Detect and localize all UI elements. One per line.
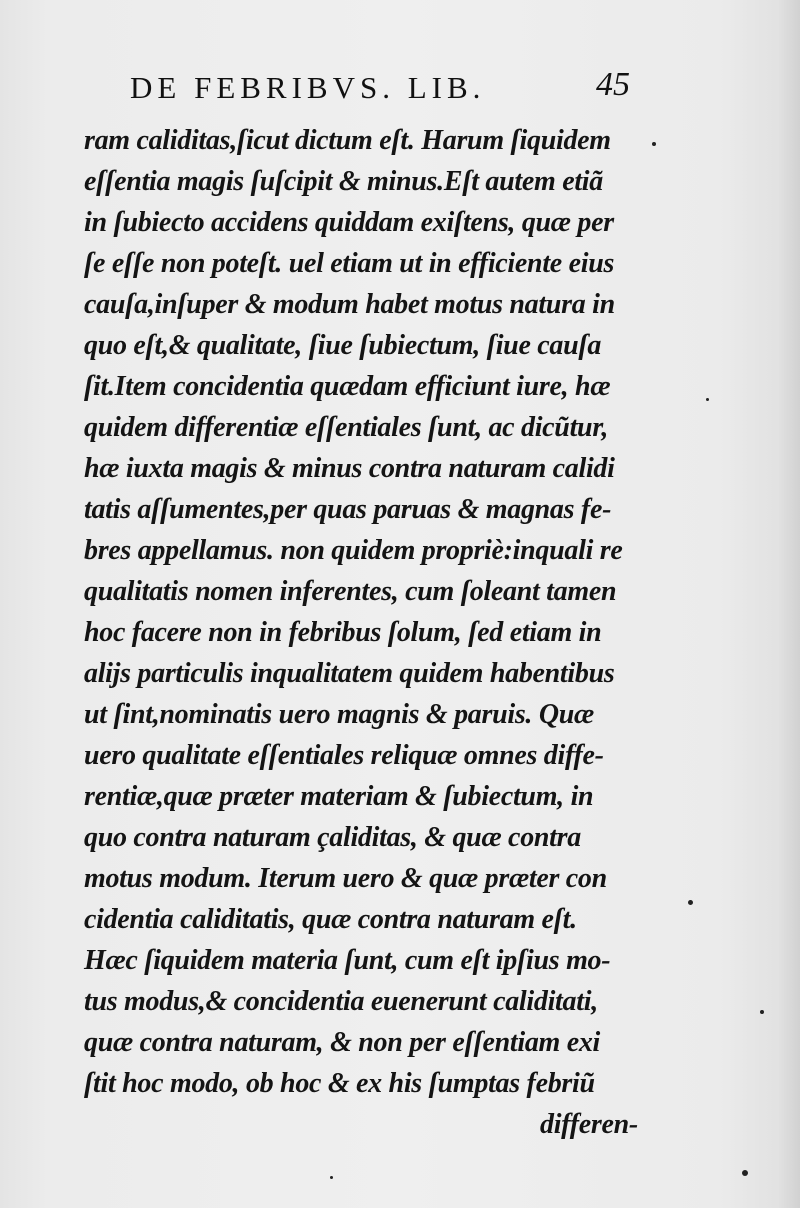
text-line: quæ contra naturam, & non per eſſentiam exi — [84, 1027, 601, 1058]
text-line: uero qualitate eſſentiales reliquæ omnes diffe- — [84, 740, 604, 771]
text-line: ut ſint,nominatis uero magnis & paruis. Quæ — [84, 699, 594, 730]
running-head — [130, 66, 660, 106]
text-line: tus modus,& concidentia euenerunt caliditati, — [84, 986, 598, 1017]
text-line: differen- — [540, 1109, 638, 1140]
text-line: alijs particulis inqualitatem quidem habentibus — [84, 658, 615, 689]
print-speck — [688, 900, 693, 905]
text-line: quidem differentiæ eſſentiales ſunt, ac dicũtur, — [84, 412, 609, 443]
running-title: DE FEBRIBVS. LIB. — [130, 70, 486, 105]
text-line: ram caliditas,ſicut dictum eſt. Harum ſiquidem — [84, 125, 611, 156]
text-line: eſſentia magis ſuſcipit & minus.Eſt autem etiã — [84, 166, 603, 197]
text-line: hæ iuxta magis & minus contra naturam calidi — [84, 453, 615, 484]
text-line: quo eſt,& qualitate, ſiue ſubiectum, ſiue cauſa — [84, 330, 602, 361]
print-speck — [742, 1170, 748, 1176]
text-line: ſe eſſe non poteſt. uel etiam ut in efficiente eius — [84, 248, 615, 279]
print-speck — [330, 1176, 333, 1179]
text-line: tatis aſſumentes,per quas paruas & magnas fe- — [84, 494, 612, 525]
text-line: motus modum. Iterum uero & quæ præter con — [84, 863, 607, 894]
text-line: ſtit hoc modo, ob hoc & ex his ſumptas febriũ — [84, 1068, 595, 1099]
text-line: hoc facere non in febribus ſolum, ſed etiam in — [84, 617, 602, 648]
text-line: bres appellamus. non quidem propriè:inquali re — [84, 535, 623, 566]
text-line: cidentia caliditatis, quæ contra naturam eſt. — [84, 904, 577, 935]
print-speck — [706, 398, 709, 401]
print-speck — [760, 1010, 764, 1014]
text-line: ſit.Item concidentia quædam efficiunt iure, hæ — [84, 371, 611, 402]
text-line: quo contra naturam çaliditas, & quæ contra — [84, 822, 581, 853]
text-line: cauſa,inſuper & modum habet motus natura in — [84, 289, 615, 320]
page-number: 45 — [596, 66, 630, 103]
text-line: Hæc ſiquidem materia ſunt, cum eſt ipſius mo- — [84, 945, 611, 976]
text-line: in ſubiecto accidens quiddam exiſtens, quæ per — [84, 207, 614, 238]
text-line: rentiæ,quæ præter materiam & ſubiectum, in — [84, 781, 594, 812]
page-edge-shadow — [778, 0, 800, 1208]
text-line: qualitatis nomen inferentes, cum ſoleant tamen — [84, 576, 617, 607]
print-speck — [652, 142, 656, 146]
